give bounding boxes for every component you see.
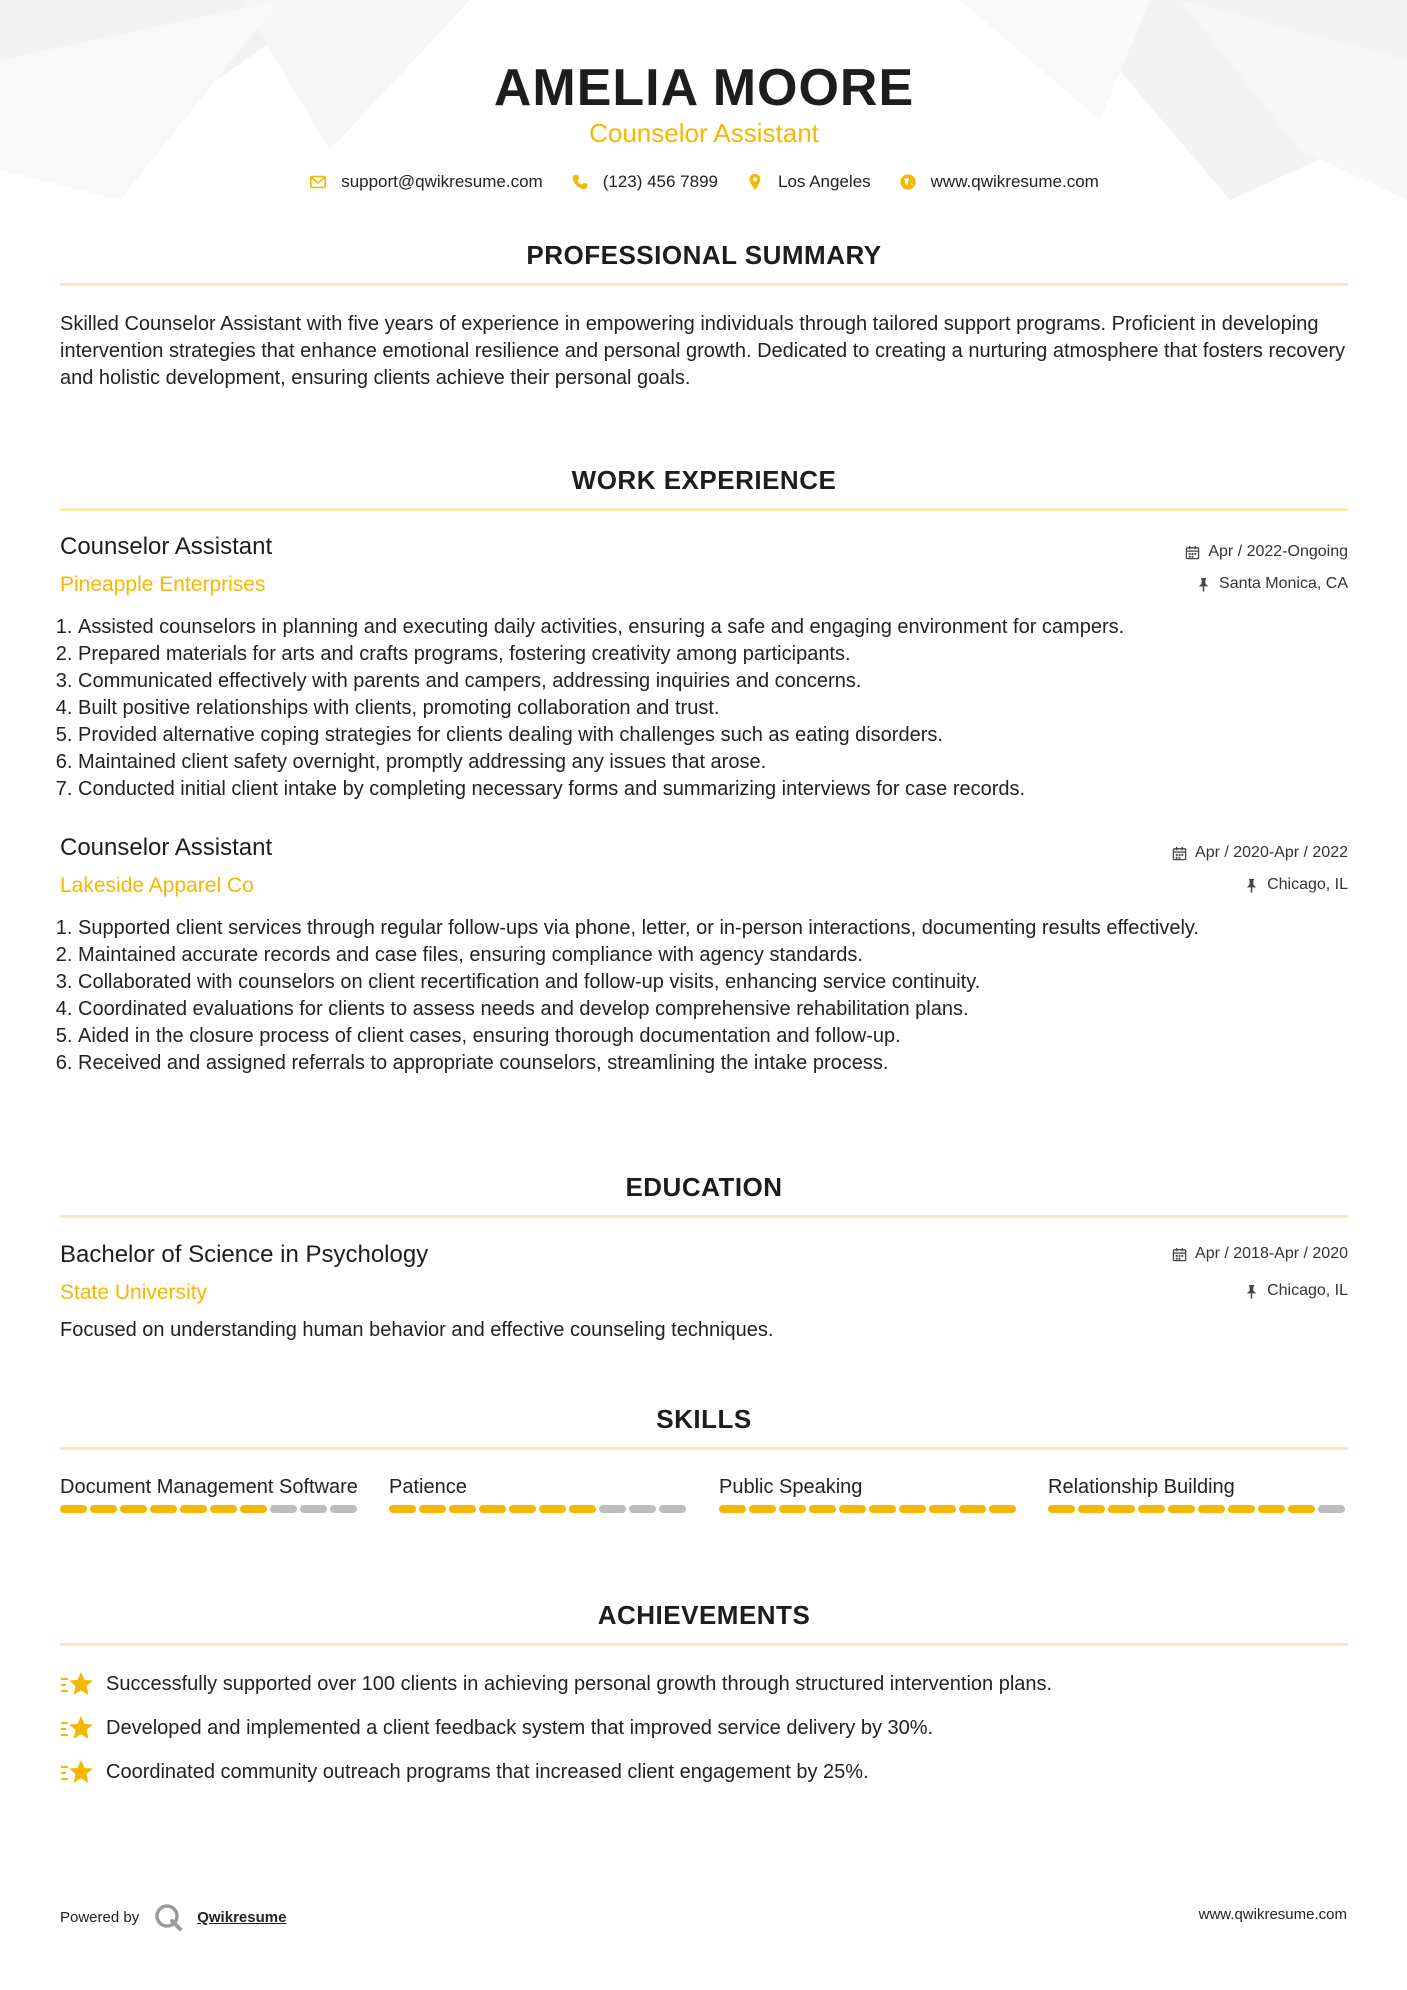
skills-rule (60, 1447, 1348, 1450)
qwikresume-logo-icon (153, 1902, 183, 1932)
job-1-title: Counselor Assistant (60, 533, 273, 560)
contact-location (746, 172, 871, 192)
map-pin-icon (746, 173, 764, 191)
summary-text: Skilled Counselor Assistant with five years of experience in empowering individuals through tailored support programs. Proficient in developing intervention strategies that enhance emotional resilience and personal growth. Dedicated to creating a nurturing atmosphere that fosters recovery and holistic development, ensuring clients achieve their personal goals. (60, 313, 1346, 389)
education-degree: Bachelor of Science in Psychology (60, 1241, 429, 1268)
skills-heading: SKILLS (656, 1404, 752, 1434)
skill-level-segment (449, 1505, 476, 1513)
skill-level-segment (1078, 1505, 1105, 1513)
contact-bar (60, 172, 1348, 192)
pin-icon (1196, 577, 1211, 592)
envelope-icon (309, 173, 327, 191)
skill-level-segment (60, 1505, 87, 1513)
summary-rule (60, 283, 1348, 286)
skill-level-segment (300, 1505, 327, 1513)
calendar-icon (1185, 545, 1200, 560)
skill-level-segment (210, 1505, 237, 1513)
skill-level-bar (389, 1505, 689, 1513)
job-1-company: Pineapple Enterprises (60, 573, 266, 596)
list-item: 6. Received and assigned referrals to appropriate counselors, streamlining the intake process. (78, 1050, 1366, 1077)
list-item: 1. Supported client services through regular follow-ups via phone, letter, or in-person interactions, documenting results effectively. (78, 915, 1366, 942)
education-dates (1172, 1245, 1348, 1263)
list-item: 6. Maintained client safety overnight, promptly addressing any issues that arose. (78, 749, 1366, 776)
skill-level-segment (330, 1505, 357, 1513)
job-2-dates-text: Apr / 2020-Apr / 2022 (1195, 844, 1348, 861)
skill-level-segment (569, 1505, 596, 1513)
skill-level-segment (479, 1505, 506, 1513)
skill-level-segment (599, 1505, 626, 1513)
skill-level-segment (1258, 1505, 1285, 1513)
skill-name: Public Speaking (719, 1476, 863, 1498)
skill-level-segment (1288, 1505, 1315, 1513)
experience-heading: WORK EXPERIENCE (571, 465, 837, 495)
star-icon (60, 1714, 94, 1742)
star-icon (60, 1670, 94, 1698)
skill-level-segment (959, 1505, 986, 1513)
skill-level-segment (809, 1505, 836, 1513)
skill-level-segment (1048, 1505, 1075, 1513)
skill-level-segment (839, 1505, 866, 1513)
job-2-dates (1172, 844, 1348, 862)
skill-level-segment (1168, 1505, 1195, 1513)
list-item: 1. Assisted counselors in planning and executing daily activities, ensuring a safe and engaging environment for campers. (78, 614, 1366, 641)
skill-name: Relationship Building (1048, 1476, 1235, 1498)
achievements-heading: ACHIEVEMENTS (597, 1600, 811, 1630)
achievement-item (60, 1714, 933, 1742)
skill-level-segment (1198, 1505, 1225, 1513)
achievement-item (60, 1670, 1052, 1698)
education-dates-text: Apr / 2018-Apr / 2020 (1195, 1245, 1348, 1262)
summary-heading: PROFESSIONAL SUMMARY (526, 240, 882, 270)
skill-level-segment (659, 1505, 686, 1513)
job-1-bullets (60, 614, 1366, 803)
job-1-location (1196, 575, 1348, 593)
skill-level-segment (120, 1505, 147, 1513)
education-school: State University (60, 1281, 208, 1304)
calendar-icon (1172, 1247, 1187, 1262)
contact-email[interactable] (309, 172, 543, 192)
job-1-dates-text: Apr / 2022-Ongoing (1208, 543, 1348, 560)
skill-level-segment (1138, 1505, 1165, 1513)
skill-item (719, 1474, 1019, 1513)
achievements-rule (60, 1643, 1348, 1646)
pin-icon (1244, 878, 1259, 893)
education-rule (60, 1215, 1348, 1218)
list-item: 3. Communicated effectively with parents and campers, addressing inquiries and concerns. (78, 668, 1366, 695)
footer-powered-by (60, 1902, 286, 1932)
footer-website[interactable]: www.qwikresume.com (1198, 1906, 1347, 1923)
skill-level-segment (989, 1505, 1016, 1513)
skill-level-bar (719, 1505, 1019, 1513)
skill-item (60, 1474, 360, 1513)
candidate-name: AMELIA MOORE (493, 59, 915, 117)
education-description: Focused on understanding human behavior and effective counseling techniques. (60, 1319, 774, 1341)
skill-level-segment (719, 1505, 746, 1513)
skill-item (389, 1474, 689, 1513)
skill-level-segment (899, 1505, 926, 1513)
pin-icon (1244, 1284, 1259, 1299)
achievement-text: Developed and implemented a client feedback system that improved service delivery by 30%. (106, 1716, 934, 1739)
skill-level-segment (419, 1505, 446, 1513)
job-2-title: Counselor Assistant (60, 834, 273, 861)
powered-by-label: Powered by (60, 1908, 140, 1926)
list-item: 7. Conducted initial client intake by completing necessary forms and summarizing interviews for case records. (78, 776, 1366, 803)
list-item: 4. Coordinated evaluations for clients to assess needs and develop comprehensive rehabilitation plans. (78, 996, 1366, 1023)
skill-level-segment (240, 1505, 267, 1513)
skill-name: Document Management Software (60, 1476, 358, 1498)
skill-name: Patience (389, 1476, 467, 1498)
skill-level-segment (869, 1505, 896, 1513)
skill-level-bar (60, 1505, 360, 1513)
skill-level-segment (1318, 1505, 1345, 1513)
skill-level-segment (180, 1505, 207, 1513)
experience-rule (60, 508, 1348, 511)
list-item: 2. Prepared materials for arts and crafts programs, fostering creativity among participants. (78, 641, 1366, 668)
skill-level-segment (539, 1505, 566, 1513)
contact-location-text: Los Angeles (778, 172, 871, 191)
skill-level-segment (509, 1505, 536, 1513)
contact-website-text: www.qwikresume.com (930, 172, 1099, 191)
skill-item (1048, 1474, 1348, 1513)
job-1-location-text: Santa Monica, CA (1219, 575, 1348, 592)
job-2-bullets (60, 915, 1366, 1077)
contact-email-text: support@qwikresume.com (341, 172, 543, 191)
job-2-location-text: Chicago, IL (1267, 876, 1348, 893)
contact-phone[interactable] (571, 172, 718, 192)
skill-level-segment (150, 1505, 177, 1513)
job-1-dates (1185, 543, 1348, 561)
star-icon (60, 1758, 94, 1786)
skill-level-segment (270, 1505, 297, 1513)
education-location-text: Chicago, IL (1267, 1282, 1348, 1299)
list-item: 3. Collaborated with counselors on client recertification and follow-up visits, enhancing service continuity. (78, 969, 1366, 996)
skill-level-segment (1108, 1505, 1135, 1513)
skill-level-segment (749, 1505, 776, 1513)
contact-website[interactable] (899, 172, 1099, 192)
globe-icon (899, 173, 917, 191)
candidate-title: Counselor Assistant (589, 118, 819, 148)
list-item: 5. Aided in the closure process of client cases, ensuring thorough documentation and follow-up. (78, 1023, 1366, 1050)
skill-level-segment (90, 1505, 117, 1513)
skill-level-segment (629, 1505, 656, 1513)
job-2-company: Lakeside Apparel Co (60, 874, 254, 897)
job-2-location (1244, 876, 1348, 894)
list-item: 4. Built positive relationships with clients, promoting collaboration and trust. (78, 695, 1366, 722)
contact-phone-text: (123) 456 7899 (602, 172, 719, 191)
achievement-text: Successfully supported over 100 clients in achieving personal growth through structured intervention plans. (106, 1672, 1053, 1695)
skill-level-segment (929, 1505, 956, 1513)
achievement-text: Coordinated community outreach programs that increased client engagement by 25%. (106, 1760, 869, 1783)
phone-icon (571, 173, 589, 191)
education-location (1244, 1282, 1348, 1300)
calendar-icon (1172, 846, 1187, 861)
education-heading: EDUCATION (625, 1172, 783, 1202)
skill-level-segment (389, 1505, 416, 1513)
skill-level-segment (1228, 1505, 1255, 1513)
skill-level-bar (1048, 1505, 1348, 1513)
list-item: 5. Provided alternative coping strategies for clients dealing with challenges such as eating disorders. (78, 722, 1366, 749)
list-item: 2. Maintained accurate records and case files, ensuring compliance with agency standards. (78, 942, 1366, 969)
achievement-item (60, 1758, 869, 1786)
qwikresume-link[interactable]: Qwikresume (197, 1908, 287, 1926)
skill-level-segment (779, 1505, 806, 1513)
